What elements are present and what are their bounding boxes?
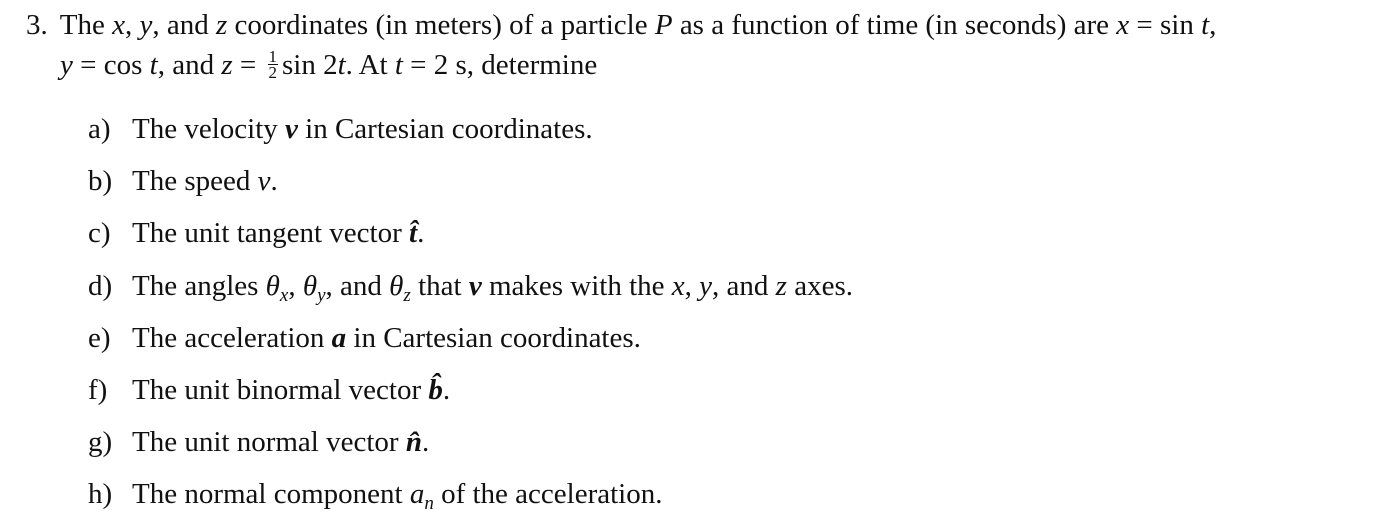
problem-line-1: 3. The x, y, and z coordinates (in meters) of a particle P as a function of time (in seconds) are x = sin t, bbox=[26, 9, 1217, 41]
list-item bbox=[88, 425, 853, 477]
unit-tangent-symbol: t̂ bbox=[409, 217, 418, 250]
list-item: d) The angles $\theta_x$, $\theta_y$, and $\theta_z$ that v makes with the x, y, and z axes. bbox=[88, 269, 853, 306]
item-text: in Cartesian coordinates. bbox=[305, 113, 593, 145]
sub-question-list bbox=[88, 112, 853, 530]
var-y: y bbox=[699, 269, 713, 302]
item-text: . bbox=[417, 217, 425, 250]
speed-symbol: v bbox=[257, 165, 271, 198]
item-text: of the acceleration. bbox=[441, 478, 663, 511]
item-text: that bbox=[418, 269, 462, 302]
var-t: t bbox=[1201, 9, 1210, 41]
var-t: t bbox=[394, 49, 403, 81]
stem-text: 2 s, determine bbox=[433, 49, 598, 81]
item-text: The unit binormal vector bbox=[132, 373, 422, 406]
var-x: x bbox=[671, 269, 685, 302]
var-y: y bbox=[60, 49, 73, 81]
item-text: and bbox=[726, 269, 769, 302]
unit-normal-symbol: n̂ bbox=[405, 426, 422, 459]
item-text: The unit normal vector bbox=[132, 426, 399, 459]
problem-line-2: y = cos t, and z = $\frac{1}{2}$ sin 2t. At t = 2 s, determine bbox=[60, 46, 598, 82]
stem-text: At bbox=[358, 49, 388, 81]
var-z: z bbox=[215, 9, 228, 41]
frac-denominator: 2 bbox=[268, 62, 277, 82]
item-text: The acceleration bbox=[132, 321, 325, 354]
item-text: and bbox=[340, 269, 382, 302]
eq-x-rhs: sin bbox=[1160, 9, 1194, 41]
var-t: t bbox=[149, 49, 158, 81]
theta-symbol: θ bbox=[265, 269, 280, 302]
item-text: . bbox=[270, 165, 278, 198]
var-x: x bbox=[279, 284, 289, 306]
var-y: y bbox=[317, 284, 326, 306]
var-x: x bbox=[112, 9, 125, 41]
item-text: The unit tangent vector bbox=[132, 217, 402, 250]
list-item bbox=[88, 321, 853, 373]
unit-binormal-symbol: b̂ bbox=[428, 373, 443, 406]
eq-z-rhs: sin 2 bbox=[282, 49, 338, 81]
eq-y-rhs: cos bbox=[103, 49, 143, 81]
velocity-symbol: v bbox=[285, 113, 298, 145]
list-item bbox=[88, 373, 853, 425]
item-label: g) bbox=[88, 426, 113, 459]
var-z: z bbox=[775, 269, 787, 302]
acceleration-symbol: a bbox=[331, 321, 347, 354]
item-text: The velocity bbox=[132, 113, 278, 145]
item-label: d) bbox=[88, 269, 113, 302]
subscript-n: n bbox=[424, 493, 434, 515]
list-item bbox=[88, 216, 853, 268]
item-label: c) bbox=[88, 217, 111, 250]
item-text: axes. bbox=[794, 269, 853, 302]
frac-numerator: 1 bbox=[268, 46, 277, 66]
stem-text: The bbox=[59, 9, 105, 41]
item-text: The angles bbox=[132, 269, 259, 302]
item-label: h) bbox=[88, 478, 113, 511]
item-text: in Cartesian coordinates. bbox=[353, 321, 641, 354]
item-text: makes with the bbox=[488, 269, 665, 302]
var-z: z bbox=[221, 49, 233, 81]
stem-text: coordinates (in meters) of a particle bbox=[234, 9, 648, 41]
stem-text: and bbox=[172, 49, 215, 81]
item-text: . bbox=[442, 373, 451, 406]
item-label: f) bbox=[88, 373, 108, 406]
var-t: t bbox=[337, 49, 346, 81]
fraction-one-half bbox=[268, 46, 279, 82]
item-label: e) bbox=[88, 321, 111, 354]
item-text: The normal component bbox=[132, 478, 403, 511]
item-label: b) bbox=[88, 165, 113, 198]
theta-symbol: θ bbox=[389, 269, 404, 302]
item-text: . bbox=[421, 426, 430, 459]
var-z: z bbox=[403, 284, 411, 306]
list-item bbox=[88, 477, 853, 529]
stem-text: as a function of time (in seconds) are bbox=[679, 9, 1110, 41]
var-y: y bbox=[139, 9, 153, 41]
var-x: x bbox=[1116, 9, 1130, 41]
item-text: The speed bbox=[132, 165, 251, 198]
problem-number: 3. bbox=[26, 9, 48, 41]
theta-symbol: θ bbox=[302, 269, 318, 302]
normal-accel-symbol: a bbox=[409, 478, 425, 511]
item-label: a) bbox=[88, 113, 111, 145]
list-item bbox=[88, 112, 853, 164]
velocity-symbol: v bbox=[468, 269, 482, 302]
list-item bbox=[88, 164, 853, 216]
var-p: P bbox=[654, 9, 673, 41]
